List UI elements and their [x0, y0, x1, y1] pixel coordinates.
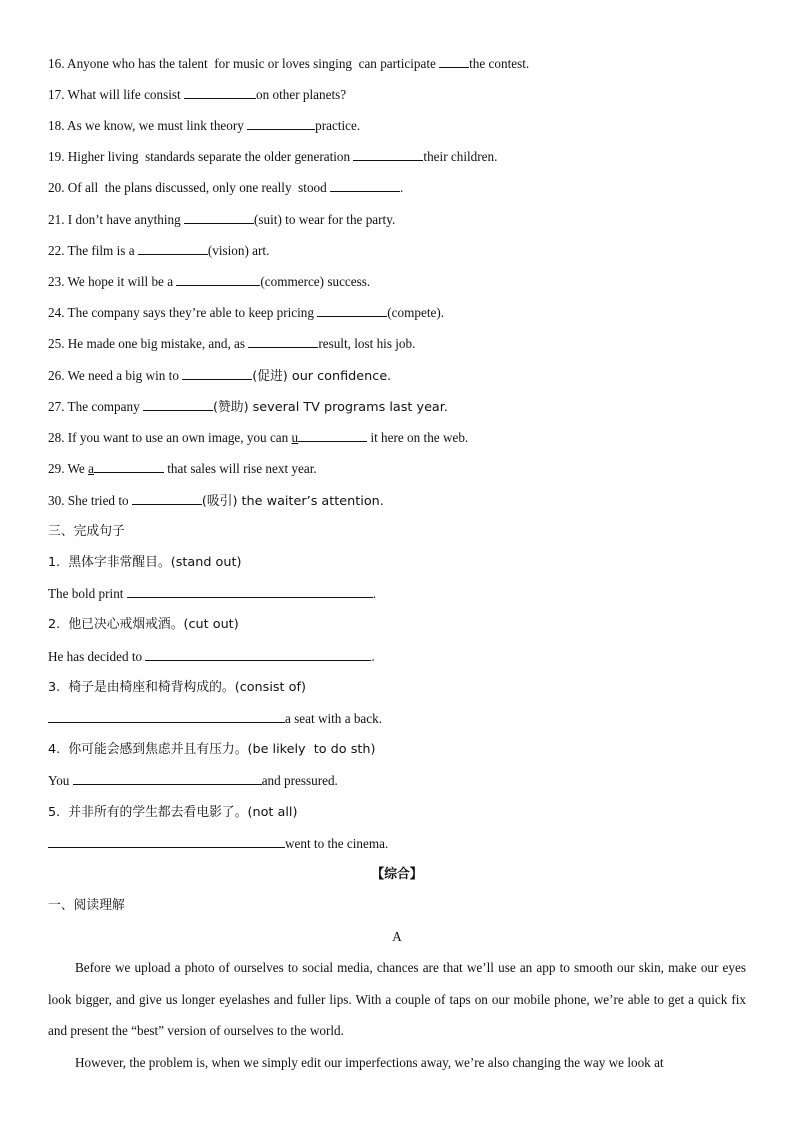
question-21	[48, 211, 395, 229]
passage-label: A	[392, 929, 402, 944]
section-title: 一、阅读理解	[48, 898, 125, 913]
answer-blank[interactable]	[138, 242, 208, 255]
answer-blank[interactable]	[145, 648, 371, 661]
question-text: their children.	[423, 149, 498, 164]
sentence-answer-5	[48, 835, 388, 853]
question-17	[48, 86, 346, 104]
hint-letter: u	[291, 430, 299, 445]
question-28	[48, 429, 468, 447]
section-title: 三、完成句子	[48, 524, 125, 539]
question-18	[48, 117, 360, 135]
answer-blank[interactable]	[353, 148, 423, 161]
sentence-prompt-3: 3. 椅子是由椅座和椅背构成的。(consist of)	[48, 680, 306, 695]
question-text: (赞助) several TV programs last year.	[212, 400, 448, 415]
question-22	[48, 242, 269, 260]
hint-letter: a	[88, 461, 94, 476]
question-text: practice.	[315, 118, 361, 133]
answer-blank[interactable]	[143, 398, 213, 411]
question-text: 19. Higher living standards separate the older generation	[48, 149, 354, 164]
question-text: (吸引) the waiter’s attention.	[201, 494, 384, 509]
answer-blank[interactable]	[317, 304, 387, 317]
sentence-prompt-4: 4. 你可能会感到焦虑并且有压力。(be likely to do sth)	[48, 742, 376, 757]
question-text: 25. He made one big mistake, and, as	[48, 336, 249, 351]
question-text: 22. The film is a	[48, 243, 138, 258]
answer-blank[interactable]	[247, 117, 315, 130]
question-text: (compete).	[387, 305, 445, 320]
question-text: 23. We hope it will be a	[48, 274, 177, 289]
answer-blank[interactable]	[176, 273, 260, 286]
sentence-answer-1	[48, 585, 376, 603]
passage-paragraph-1: Before we upload a photo of ourselves to social media, chances are that we’ll use an app to smooth our skin, make our eyes look bigger, and give us longer eyelashes and fuller lips. With a couple of taps on our mobile phone, we’re able to get a quick fix and present the “best” version of ourselves to the world.	[48, 960, 746, 1038]
question-24	[48, 304, 444, 322]
question-19	[48, 148, 497, 166]
question-text: on other planets?	[256, 87, 347, 102]
answer-blank[interactable]	[439, 55, 469, 68]
sentence-prompt-1: 1. 黑体字非常醒目。(stand out)	[48, 555, 242, 570]
question-text: .	[400, 180, 404, 195]
question-16	[48, 55, 529, 73]
sentence-text: went to the cinema.	[285, 836, 389, 851]
sentence-answer-3	[48, 710, 382, 728]
sentence-prompt-5: 5. 并非所有的学生都去看电影了。(not all)	[48, 805, 298, 820]
question-text: 24. The company says they’re able to keep pricing	[48, 305, 318, 320]
question-27	[48, 398, 448, 417]
answer-blank[interactable]	[132, 492, 202, 505]
question-text: it here on the web.	[367, 430, 469, 445]
sentence-text: He has decided to	[48, 649, 146, 664]
heading-comprehensive: 【综合】	[371, 867, 423, 882]
sentence-text: The bold print	[48, 586, 127, 601]
answer-blank[interactable]	[48, 835, 285, 848]
question-text: 30. She tried to	[48, 493, 132, 508]
answer-blank[interactable]	[73, 772, 262, 785]
answer-blank[interactable]	[184, 211, 254, 224]
answer-blank[interactable]	[48, 710, 285, 723]
question-23	[48, 273, 370, 291]
question-29	[48, 460, 317, 478]
sentence-text: You	[48, 773, 73, 788]
question-text: that sales will rise next year.	[163, 461, 317, 476]
question-25	[48, 335, 415, 353]
answer-blank[interactable]	[298, 429, 367, 442]
question-text: (促进) our confidence.	[252, 369, 392, 384]
question-26	[48, 367, 391, 386]
answer-blank[interactable]	[182, 367, 252, 380]
answer-blank[interactable]	[330, 179, 400, 192]
question-text: (commerce) success.	[260, 274, 371, 289]
answer-blank[interactable]	[248, 335, 318, 348]
answer-blank[interactable]	[94, 460, 164, 473]
question-20	[48, 179, 403, 197]
question-30	[48, 492, 384, 511]
question-text: the contest.	[469, 56, 530, 71]
sentence-text: a seat with a back.	[285, 711, 383, 726]
answer-blank[interactable]	[127, 585, 373, 598]
sentence-answer-2	[48, 648, 375, 666]
sentence-prompt-2: 2. 他已决心戒烟戒酒。(cut out)	[48, 617, 239, 632]
sentence-text: and pressured.	[261, 773, 338, 788]
question-text: 20. Of all the plans discussed, only one really stood	[48, 180, 331, 195]
sentence-answer-4	[48, 772, 338, 790]
question-text: (suit) to wear for the party.	[254, 212, 396, 227]
question-text: (vision) art.	[207, 243, 270, 258]
question-text: 29. We	[48, 461, 89, 476]
passage-paragraph-2: However, the problem is, when we simply edit our imperfections away, we’re also changing the way we look at	[75, 1055, 664, 1070]
question-text: 17. What will life consist	[48, 87, 185, 102]
sentence-text: .	[372, 586, 377, 601]
sentence-text: .	[371, 649, 375, 664]
question-text: 18. As we know, we must link theory	[48, 118, 248, 133]
question-text: 26. We need a big win to	[48, 368, 183, 383]
question-text: 21. I don’t have anything	[48, 212, 185, 227]
question-text: 28. If you want to use an own image, you can	[48, 430, 292, 445]
question-text: 16. Anyone who has the talent for music or loves singing can participate	[48, 56, 440, 71]
answer-blank[interactable]	[184, 86, 256, 99]
question-text: 27. The company	[48, 399, 143, 414]
question-text: result, lost his job.	[318, 336, 416, 351]
